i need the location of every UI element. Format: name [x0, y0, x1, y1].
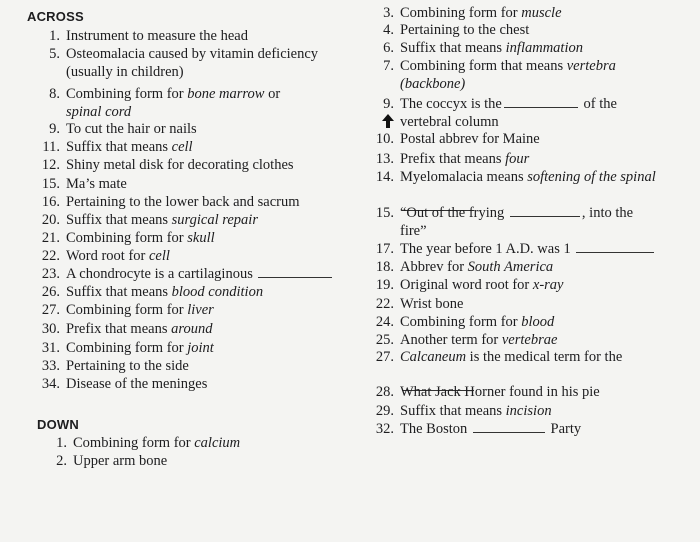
across-clue-26	[30, 283, 263, 301]
clue-text-fragment: Upper arm bone	[73, 453, 168, 469]
down-clue-19	[368, 276, 563, 294]
clue-emphasis: calcium	[194, 435, 241, 451]
clue-number: 9.	[49, 121, 60, 137]
clue-emphasis: inflammation	[505, 40, 583, 56]
across-clue-9	[30, 120, 197, 138]
answer-blank-line	[510, 204, 580, 217]
answer-blank-line	[576, 240, 654, 253]
clue-emphasis: around	[171, 321, 213, 337]
clue-emphasis: surgical repair	[171, 212, 258, 228]
clue-number: 28.	[375, 384, 394, 400]
clue-number: 18.	[375, 259, 394, 275]
clue-emphasis: blood condition	[171, 284, 264, 300]
clue-text-fragment: Combining form for	[400, 314, 522, 330]
down-heading: DOWN	[37, 417, 79, 432]
clue-text-fragment: Osteomalacia caused by vitamin deficiency	[66, 46, 319, 62]
clue-text-fragment: Pertaining to the chest	[400, 22, 530, 38]
clue-text-fragment: Myelomalacia means	[400, 169, 528, 185]
clue-text-fragment: is the medical term for the	[466, 349, 623, 365]
down-clue-17	[368, 240, 656, 258]
clue-text-fragment: Combining form for	[66, 340, 188, 356]
clue-number: 4.	[383, 22, 394, 38]
clue-number: 7.	[383, 58, 394, 74]
clue-text-fragment: Suffix that means	[66, 284, 172, 300]
clue-emphasis: (backbone)	[400, 76, 466, 92]
clue-emphasis: skull	[187, 230, 215, 246]
clue-text-fragment: Prefix that means	[400, 151, 506, 167]
clue-text-fragment: fire”	[400, 223, 427, 239]
across-clue-20	[30, 211, 258, 229]
clue-number: 27.	[375, 349, 394, 365]
clue-emphasis: cell	[171, 139, 193, 155]
clue-text-fragment: Combining form for	[73, 435, 195, 451]
across-clue-30	[30, 320, 212, 338]
across-clue-16	[30, 193, 300, 211]
down-clue-28	[368, 383, 600, 401]
clue-text-fragment: Postal abbrev for Maine	[400, 131, 540, 147]
down-clue-13	[368, 150, 529, 168]
clue-number: 32.	[375, 421, 394, 437]
clue-text-fragment: vertebral column	[400, 114, 499, 130]
answer-blank-line	[258, 265, 332, 278]
clue-text-fragment: The coccyx is the	[400, 96, 502, 112]
clue-text-fragment: Wrist bone	[400, 296, 464, 312]
clue-emphasis: softening of the spinal	[527, 169, 656, 185]
clue-continuation	[368, 113, 617, 131]
across-clue-11	[30, 138, 193, 156]
clue-number: 29.	[375, 403, 394, 419]
clue-number: 6.	[383, 40, 394, 56]
clue-text-fragment: Shiny metal disk for decorating clothes	[66, 157, 294, 173]
clue-text-fragment: Combining form that means	[400, 58, 567, 74]
across-clue-27	[30, 301, 214, 319]
clue-text-fragment: “Out of the frying	[400, 205, 508, 221]
down-clue-15	[368, 204, 633, 240]
clue-number: 19.	[375, 277, 394, 293]
clue-emphasis: muscle	[521, 5, 562, 21]
clue-text-fragment: Pertaining to the side	[66, 358, 189, 374]
clue-text-fragment: Prefix that means	[66, 321, 172, 337]
across-clue-23	[30, 265, 334, 283]
clue-number: 8.	[49, 86, 60, 102]
clue-text-fragment: The Boston	[400, 421, 471, 437]
clue-number: 17.	[375, 241, 394, 257]
across-clue-33	[30, 357, 189, 375]
clue-number: 15.	[375, 205, 394, 221]
clue-emphasis: South America	[467, 259, 554, 275]
clue-number: 22.	[41, 248, 60, 264]
down-clue-22	[368, 295, 463, 313]
clue-number: 1.	[49, 28, 60, 44]
clue-number: 13.	[375, 151, 394, 167]
clue-number: 15.	[41, 176, 60, 192]
clue-text-fragment: Party	[546, 421, 582, 437]
clue-text-fragment: Disease of the meninges	[66, 376, 208, 392]
across-clue-21	[30, 229, 215, 247]
clue-text-fragment: Pertaining to the lower back and sacrum	[66, 194, 300, 210]
across-clue-5	[30, 45, 318, 81]
clue-text-fragment: A chondrocyte is a cartilaginous	[66, 266, 257, 282]
clue-number: 20.	[41, 212, 60, 228]
clue-number: 1.	[56, 435, 67, 451]
clue-text-fragment: Suffix that means	[66, 212, 172, 228]
clue-continuation	[30, 63, 318, 81]
clue-emphasis: vertebrae	[501, 332, 558, 348]
down-clue-10	[368, 130, 540, 148]
clue-number: 30.	[41, 321, 60, 337]
clue-text-fragment: Suffix that means	[66, 139, 172, 155]
clue-text-fragment: , into the	[581, 205, 634, 221]
clue-text-fragment: The year before 1 A.D. was 1	[400, 241, 575, 257]
clue-number: 3.	[383, 5, 394, 21]
clue-emphasis: bone marrow	[187, 86, 265, 102]
clue-text-fragment: or	[264, 86, 281, 102]
answer-blank-line	[473, 420, 545, 433]
clue-number: 24.	[375, 314, 394, 330]
down-clue-29	[368, 402, 552, 420]
clue-number: 5.	[49, 46, 60, 62]
clue-emphasis: vertebra	[566, 58, 616, 74]
clue-text-fragment: Word root for	[66, 248, 149, 264]
down-clue-24	[368, 313, 554, 331]
clue-text-fragment: (usually in children)	[66, 64, 184, 80]
clue-text-fragment: Suffix that means	[400, 403, 506, 419]
clue-text-fragment: What Jack Horner found in his pie	[400, 384, 600, 400]
across-clue-8	[30, 85, 280, 121]
clue-text-fragment: Combining form for	[66, 302, 188, 318]
clue-continuation	[368, 222, 633, 240]
clue-continuation	[368, 75, 616, 93]
clue-number: 2.	[56, 453, 67, 469]
down-clue-7	[368, 57, 616, 93]
clue-number: 12.	[41, 157, 60, 173]
down-clue-4	[368, 21, 529, 39]
clue-number: 22.	[375, 296, 394, 312]
clue-text-fragment: Instrument to measure the head	[66, 28, 248, 44]
clue-number: 33.	[41, 358, 60, 374]
clue-text-fragment: To cut the hair or nails	[66, 121, 197, 137]
clue-number: 11.	[42, 139, 60, 155]
clue-emphasis: x-ray	[532, 277, 564, 293]
clue-emphasis: four	[505, 151, 530, 167]
clue-text-fragment: Another term for	[400, 332, 502, 348]
clue-emphasis: incision	[505, 403, 552, 419]
mouse-cursor-icon	[382, 114, 394, 128]
across-clue-1	[30, 27, 248, 45]
across-clue-31	[30, 339, 214, 357]
down-clue-6	[368, 39, 583, 57]
across-clue-12	[30, 156, 294, 174]
clue-number: 27.	[41, 302, 60, 318]
clue-number: 23.	[41, 266, 60, 282]
across-heading: ACROSS	[27, 9, 84, 24]
down-clue-1	[37, 434, 240, 452]
clue-emphasis: Calcaneum	[400, 349, 467, 365]
clue-number: 14.	[375, 169, 394, 185]
answer-blank-line	[504, 95, 578, 108]
clue-number: 34.	[41, 376, 60, 392]
clue-text-fragment: Suffix that means	[400, 40, 506, 56]
across-clue-34	[30, 375, 207, 393]
down-clue-18	[368, 258, 553, 276]
down-clue-32	[368, 420, 581, 438]
clue-emphasis: blood	[521, 314, 555, 330]
clue-emphasis: joint	[187, 340, 214, 356]
clue-number: 26.	[41, 284, 60, 300]
across-clue-22	[30, 247, 170, 265]
clue-text-fragment: Abbrev for	[400, 259, 468, 275]
down-clue-2	[37, 452, 167, 470]
clue-number: 25.	[375, 332, 394, 348]
clue-number: 10.	[375, 131, 394, 147]
clue-text-fragment: Original word root for	[400, 277, 533, 293]
clue-text-fragment: Combining form for	[66, 86, 188, 102]
clue-emphasis: liver	[187, 302, 214, 318]
across-clue-15	[30, 175, 127, 193]
clue-number: 21.	[41, 230, 60, 246]
clue-number: 9.	[383, 96, 394, 112]
clue-number: 16.	[41, 194, 60, 210]
down-clue-9	[368, 95, 617, 131]
clue-text-fragment: of the	[579, 96, 617, 112]
down-clue-3	[368, 4, 562, 22]
clue-number: 31.	[41, 340, 60, 356]
clue-text-fragment: Combining form for	[400, 5, 522, 21]
clue-text-fragment: Combining form for	[66, 230, 188, 246]
clue-emphasis: spinal cord	[66, 104, 132, 120]
down-clue-25	[368, 331, 557, 349]
clue-continuation	[30, 103, 280, 121]
clue-text-fragment: Ma’s mate	[66, 176, 127, 192]
clue-emphasis: cell	[149, 248, 170, 264]
